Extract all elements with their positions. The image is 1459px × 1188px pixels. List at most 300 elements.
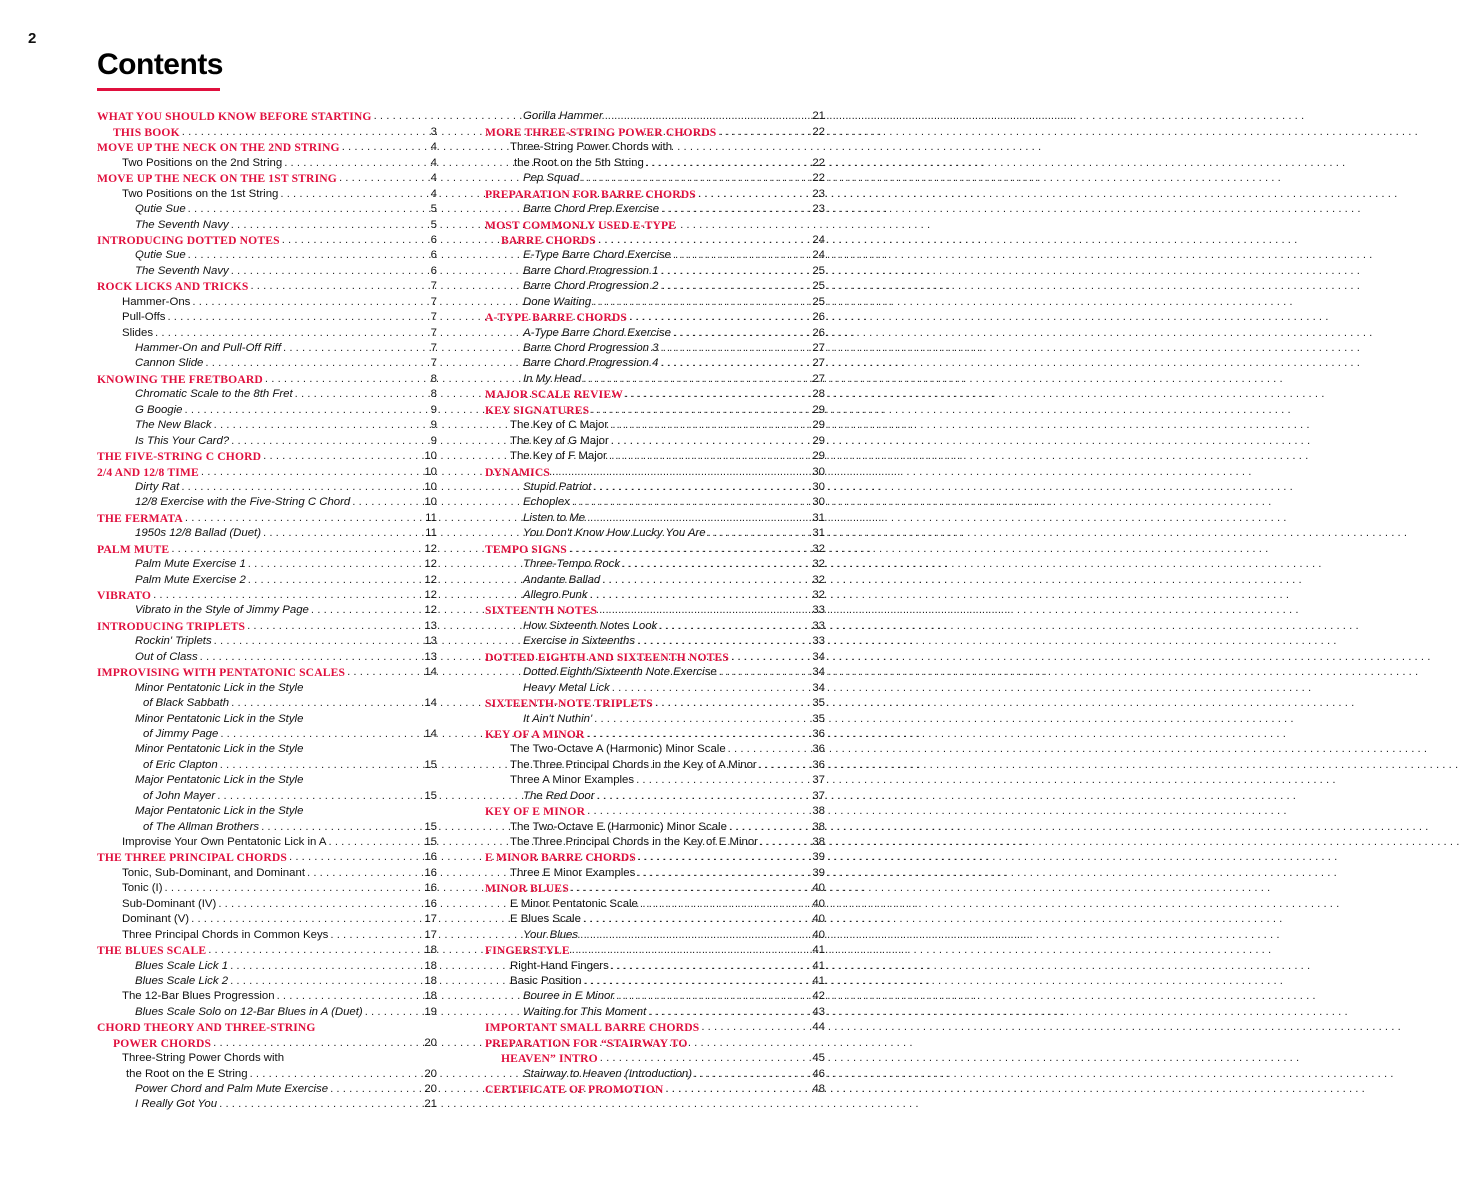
- toc-entry: [97, 896, 437, 911]
- dot-leader: [182, 125, 419, 140]
- toc-entry-title: the Root on the E String: [126, 1067, 248, 1080]
- toc-entry-page: 7: [430, 280, 437, 293]
- dot-leader: [665, 1082, 807, 1097]
- toc-entry-page: 16: [424, 897, 437, 910]
- toc-entry-page: 34: [812, 650, 825, 663]
- toc-entry: [485, 433, 825, 448]
- toc-entry-title: of The Allman Brothers: [143, 820, 260, 833]
- dot-leader: [329, 835, 419, 850]
- dot-leader: [219, 1097, 419, 1112]
- dot-leader: [698, 187, 807, 202]
- toc-entry-title: Minor Pentatonic Lick in the Style: [135, 712, 304, 725]
- toc-entry-title: Gorilla Hammer: [523, 110, 603, 123]
- toc-entry-page: 15: [424, 758, 437, 771]
- toc-entry-page: 8: [430, 372, 437, 385]
- toc-entry-title: SIXTEENTH NOTES: [485, 604, 598, 618]
- dot-leader: [284, 156, 419, 171]
- toc-entry-page: 4: [430, 187, 437, 200]
- toc-entry: [97, 541, 437, 556]
- toc-entry: [97, 1004, 437, 1019]
- page-title: Contents: [97, 48, 223, 81]
- dot-leader: [655, 696, 807, 711]
- toc-entry-title: BARRE CHORDS: [501, 233, 596, 247]
- toc-entry-title: How Sixteenth Notes Look: [523, 619, 658, 632]
- toc-entry-title: the Root on the 5th String: [514, 156, 644, 169]
- toc-entry: [97, 618, 437, 633]
- dot-leader: [572, 943, 807, 958]
- toc-entry-page: 33: [812, 604, 825, 617]
- toc-entry-title: POWER CHORDS: [113, 1036, 212, 1050]
- dot-leader: [637, 866, 807, 881]
- toc-entry-title: 2/4 AND 12/8 TIME: [97, 465, 199, 479]
- toc-entry: [485, 495, 825, 510]
- toc-entry-page: 10: [424, 450, 437, 463]
- toc-entry: [97, 1020, 437, 1035]
- dot-leader: [330, 1082, 419, 1097]
- toc-entry-page: 37: [812, 789, 825, 802]
- toc-entry-page: 40: [812, 913, 825, 926]
- toc-entry-title: Three-Tempo Rock: [523, 558, 621, 571]
- toc-entry: [97, 341, 437, 356]
- dot-leader: [729, 820, 807, 835]
- toc-entry-page: 15: [424, 836, 437, 848]
- dot-leader: [597, 789, 807, 804]
- toc-entry: [485, 449, 825, 464]
- toc-entry: [485, 912, 825, 927]
- toc-entry-page: 20: [424, 1083, 437, 1095]
- toc-entry-title: Echoplex: [523, 496, 570, 509]
- toc-entry-title: Palm Mute Exercise 2: [135, 573, 246, 586]
- dot-leader: [185, 403, 420, 418]
- toc-entry-page: 26: [812, 311, 825, 324]
- toc-entry-title: Blues Scale Lick 2: [135, 974, 229, 987]
- toc-entry-page: 36: [812, 743, 825, 756]
- toc-entry-page: 4: [430, 156, 437, 169]
- toc-entry: [485, 1066, 825, 1081]
- toc-entry: [485, 850, 825, 865]
- toc-entry-title: Dominant (V): [122, 913, 190, 926]
- toc-entry-title: The Key of C Major: [510, 419, 609, 432]
- toc-entry: [485, 742, 825, 757]
- toc-entry-title: Waiting for This Moment: [523, 1005, 647, 1018]
- toc-entry: [485, 387, 825, 402]
- toc-entry: [485, 634, 825, 649]
- dot-leader: [220, 758, 419, 773]
- toc-entry: [97, 943, 437, 958]
- toc-entry-title: Chromatic Scale to the 8th Fret: [135, 388, 293, 401]
- toc-entry: [97, 634, 437, 649]
- toc-entry-title: of John Mayer: [143, 789, 216, 802]
- toc-entry-page: 20: [424, 1067, 437, 1080]
- toc-entry-page: 26: [812, 326, 825, 339]
- toc-entry: [485, 788, 825, 803]
- toc-entry-title: Stairway to Heaven (Introduction): [523, 1067, 693, 1080]
- toc-entry-page: 20: [424, 1036, 437, 1049]
- toc-entry-title: Minor Pentatonic Lick in the Style: [135, 681, 304, 694]
- dot-leader: [708, 526, 807, 541]
- toc-entry-title: I Really Got You: [135, 1098, 218, 1111]
- toc-entry-page: 12: [424, 589, 437, 601]
- toc-entry-page: 19: [424, 1005, 437, 1018]
- toc-entry: [485, 155, 825, 170]
- toc-entry: [485, 526, 825, 541]
- dot-leader: [602, 573, 807, 588]
- toc-entry-title: Done Waiting: [523, 295, 592, 308]
- toc-entry-page: 5: [430, 218, 437, 231]
- toc-entry: [97, 155, 437, 170]
- toc-entry: [97, 464, 437, 479]
- dot-leader: [307, 866, 419, 881]
- dot-leader: [250, 279, 419, 294]
- dot-leader: [283, 341, 419, 356]
- toc-entry-page: 18: [424, 944, 437, 957]
- toc-entry-page: 32: [812, 542, 825, 555]
- toc-left-column: [97, 109, 437, 1112]
- dot-leader: [572, 495, 807, 510]
- toc-entry: [97, 248, 437, 263]
- dot-leader: [352, 495, 419, 510]
- toc-entry-title: Qutie Sue: [135, 249, 186, 262]
- toc-entry-page: 29: [812, 450, 825, 463]
- toc-entry-title: KEY SIGNATURES: [485, 403, 590, 417]
- toc-entry-title: Hammer-Ons: [122, 295, 191, 308]
- dot-leader: [205, 356, 419, 371]
- toc-entry: [485, 773, 825, 788]
- toc-entry: [485, 1020, 825, 1035]
- dot-leader: [625, 387, 807, 402]
- toc-entry: [97, 572, 437, 587]
- toc-entry-page: 18: [424, 959, 437, 972]
- dot-leader: [571, 881, 807, 896]
- toc-entry-page: 30: [812, 496, 825, 509]
- toc-entry-page: 22: [812, 125, 825, 138]
- dot-leader: [153, 588, 419, 603]
- toc-entry-page: 4: [430, 172, 437, 185]
- toc-entry-title: WHAT YOU SHOULD KNOW BEFORE STARTING: [97, 110, 372, 124]
- dot-leader: [218, 897, 419, 912]
- dot-leader: [248, 557, 419, 572]
- toc-entry-page: 13: [424, 650, 437, 663]
- toc-entry: [485, 1004, 825, 1019]
- toc-entry-title: E Minor Pentatonic Scale: [510, 897, 638, 910]
- toc-entry-title: INTRODUCING TRIPLETS: [97, 619, 246, 633]
- toc-entry: [485, 649, 825, 664]
- toc-entry-title: PREPARATION FOR “STAIRWAY TO: [485, 1036, 688, 1050]
- toc-entry-page: 4: [430, 141, 437, 154]
- dot-leader: [636, 773, 807, 788]
- toc-entry-title: Three-String Power Chords with: [122, 1052, 285, 1065]
- toc-entry: [97, 279, 437, 294]
- toc-entry-page: 14: [424, 727, 437, 740]
- toc-entry-title: Tonic (I): [122, 882, 163, 895]
- toc-entry-title: INTRODUCING DOTTED NOTES: [97, 233, 280, 247]
- dot-leader: [673, 326, 807, 341]
- dot-leader: [593, 480, 807, 495]
- toc-entry-page: 15: [424, 789, 437, 802]
- dot-leader: [616, 989, 807, 1004]
- dot-leader: [637, 634, 807, 649]
- toc-entry-title: MINOR BLUES: [485, 882, 569, 896]
- toc-entry-title: The Three Principal Chords in the Key of A Minor: [510, 758, 757, 771]
- toc-entry: [485, 727, 825, 742]
- toc-entry-page: 9: [430, 434, 437, 447]
- toc-entry: [485, 927, 825, 942]
- toc-entry-title: CERTIFICATE OF PROMOTION: [485, 1083, 664, 1096]
- toc-entry: [97, 371, 437, 386]
- toc-entry: [485, 325, 825, 340]
- dot-leader: [263, 526, 419, 541]
- toc-entry-title: The 12-Bar Blues Progression: [122, 990, 275, 1003]
- dot-leader: [593, 295, 807, 310]
- toc-entry-title: Out of Class: [135, 650, 198, 663]
- toc-entry-title: Tonic, Sub-Dominant, and Dominant: [122, 866, 305, 879]
- toc-entry-title: FINGERSTYLE: [485, 944, 570, 958]
- toc-entry-page: 34: [812, 681, 825, 694]
- toc-entry-title: 1950s 12/8 Ballad (Duet): [135, 527, 262, 540]
- toc-entry-title: Sub-Dominant (IV): [122, 897, 217, 910]
- toc-entry-page: 9: [430, 403, 437, 416]
- dot-leader: [661, 264, 808, 279]
- toc-entry-title: The Two-Octave E (Harmonic) Minor Scale: [510, 820, 727, 833]
- dot-leader: [220, 727, 419, 742]
- toc-entry: [485, 356, 825, 371]
- toc-entry-page: 12: [424, 558, 437, 571]
- toc-entry-title: THE FERMATA: [97, 511, 183, 525]
- toc-entry-page: 6: [430, 233, 437, 246]
- toc-entry-title: DOTTED EIGHTH AND SIXTEENTH NOTES: [485, 650, 729, 664]
- toc-entry-title: Listen to Me: [523, 511, 586, 524]
- toc-entry-page: 28: [812, 388, 825, 401]
- toc-entry: [485, 171, 825, 186]
- toc-entry-page: 38: [812, 836, 825, 848]
- toc-entry-page: 17: [424, 913, 437, 926]
- toc-entry-page: 37: [812, 774, 825, 787]
- dot-leader: [600, 1051, 807, 1066]
- toc-entry: [97, 665, 437, 680]
- dot-leader: [646, 156, 807, 171]
- toc-entry: [485, 186, 825, 201]
- toc-entry: [97, 989, 437, 1004]
- toc-entry-page: 27: [812, 372, 825, 385]
- toc-entry-title: VIBRATO: [97, 589, 152, 602]
- toc-entry: [485, 557, 825, 572]
- dot-leader: [731, 650, 807, 665]
- toc-entry: [485, 835, 825, 850]
- toc-entry-title: Power Chord and Palm Mute Exercise: [135, 1083, 329, 1095]
- toc-entry-title: In My Head: [523, 372, 582, 385]
- toc-entry: [97, 526, 437, 541]
- toc-entry-page: 7: [430, 342, 437, 354]
- dot-leader: [248, 573, 419, 588]
- toc-entry-page: 29: [812, 403, 825, 416]
- toc-entry-title: PREPARATION FOR BARRE CHORDS: [485, 187, 696, 201]
- toc-entry: [97, 109, 437, 124]
- toc-entry-title: E-Type Barre Chord Exercise: [523, 249, 671, 262]
- dot-leader: [718, 125, 807, 140]
- toc-entry: [97, 263, 437, 278]
- dot-leader: [188, 248, 419, 263]
- toc-entry: [485, 958, 825, 973]
- toc-entry-page: 25: [812, 280, 825, 293]
- dot-leader: [250, 1067, 419, 1082]
- toc-entry-title: Pull-Offs: [122, 311, 166, 324]
- toc-entry-title: G Boogie: [135, 403, 183, 416]
- toc-entry-page: 33: [812, 635, 825, 648]
- dot-leader: [610, 418, 807, 433]
- toc-entry-title: THE BLUES SCALE: [97, 944, 207, 958]
- page-number: 2: [28, 30, 37, 47]
- toc-entry: [485, 711, 825, 726]
- dot-leader: [231, 696, 419, 711]
- dot-leader: [330, 928, 419, 943]
- toc-entry-title: 12/8 Exercise with the Five-String C Chord: [135, 496, 351, 509]
- dot-leader: [605, 109, 807, 124]
- dot-leader: [280, 187, 419, 202]
- toc-entry-title: of Black Sabbath: [143, 697, 230, 710]
- toc-entry: [97, 1097, 437, 1112]
- toc-entry: [485, 124, 825, 139]
- toc-entry-page: 40: [812, 897, 825, 910]
- toc-entry: [485, 588, 825, 603]
- toc-entry: [485, 804, 825, 819]
- toc-entry: [485, 618, 825, 633]
- dot-leader: [611, 434, 807, 449]
- dot-leader: [594, 712, 807, 727]
- dot-leader: [728, 742, 807, 757]
- toc-entry: [97, 294, 437, 309]
- toc-entry: [97, 495, 437, 510]
- dot-leader: [247, 619, 419, 634]
- toc-entry-title: Two Positions on the 1st String: [122, 187, 279, 200]
- dot-leader: [230, 974, 419, 989]
- dot-leader: [694, 1067, 807, 1082]
- toc-entry-title: Right-Hand Fingers: [510, 959, 609, 972]
- toc-entry-page: 32: [812, 573, 825, 586]
- toc-entry-page: 3: [430, 125, 437, 138]
- toc-entry: [97, 835, 437, 850]
- toc-entry-title: Rockin' Triplets: [135, 635, 212, 648]
- toc-entry-page: 5: [430, 203, 437, 216]
- dot-leader: [661, 202, 807, 217]
- toc-entry-title: Barre Chord Progression 2: [523, 280, 659, 293]
- dot-leader: [587, 804, 807, 819]
- toc-entry-page: 21: [424, 1098, 437, 1111]
- dot-leader: [719, 665, 807, 680]
- toc-entry-title: The New Black: [135, 419, 212, 432]
- toc-entry-title: Barre Chord Prep Exercise: [523, 203, 660, 216]
- toc-entry-title: Major Pentatonic Lick in the Style: [135, 774, 304, 787]
- toc-entry-title: Heavy Metal Lick: [523, 681, 610, 694]
- toc-entry-title: Andante Ballad: [523, 573, 601, 586]
- dot-leader: [591, 403, 807, 418]
- title-underline: [97, 88, 220, 91]
- toc-entry-title: A-TYPE BARRE CHORDS: [485, 311, 627, 325]
- dot-leader: [192, 295, 419, 310]
- dot-leader: [673, 248, 807, 263]
- toc-entry-title: MOVE UP THE NECK ON THE 1ST STRING: [97, 172, 337, 186]
- toc-entry-title: MOST COMMONLY USED E-TYPE: [485, 218, 677, 232]
- toc-entry: [97, 480, 437, 495]
- toc-entry-page: 30: [812, 465, 825, 478]
- toc-entry: [485, 1035, 825, 1050]
- toc-entry-page: 7: [430, 295, 437, 308]
- toc-entry-page: 7: [430, 326, 437, 339]
- toc-entry-title: The Key of G Major: [510, 434, 609, 447]
- toc-entry-title: Allegro Punk: [523, 589, 588, 601]
- toc-entry-page: 13: [424, 635, 437, 648]
- dot-leader: [661, 356, 808, 371]
- toc-entry: [485, 341, 825, 356]
- toc-entry-page: 27: [812, 342, 825, 354]
- toc-entry: [97, 449, 437, 464]
- toc-entry-title: A-Type Barre Chord Exercise: [523, 326, 671, 339]
- toc-entry-page: 40: [812, 882, 825, 895]
- toc-entry-page: 32: [812, 589, 825, 601]
- toc-entry-title: Basic Position: [510, 974, 582, 987]
- toc-entry-page: 18: [424, 974, 437, 987]
- toc-entry-page: 45: [812, 1052, 825, 1065]
- toc-entry-title: TEMPO SIGNS: [485, 542, 567, 556]
- toc-entry: [97, 433, 437, 448]
- toc-entry-page: 12: [424, 542, 437, 555]
- toc-entry-title: Improvise Your Own Pentatonic Lick in A: [122, 836, 327, 848]
- toc-entry: [97, 510, 437, 525]
- toc-entry-page: 36: [812, 758, 825, 771]
- toc-entry: [485, 881, 825, 896]
- toc-entry-title: The Key of F Major: [510, 450, 607, 463]
- toc-entry-page: 39: [812, 866, 825, 879]
- toc-entry-page: 29: [812, 434, 825, 447]
- dot-leader: [261, 820, 419, 835]
- dot-leader: [365, 1005, 419, 1020]
- toc-entry-page: 31: [812, 527, 825, 540]
- toc-entry: [97, 974, 437, 989]
- dot-leader: [171, 542, 419, 557]
- toc-entry: [485, 294, 825, 309]
- dot-leader: [191, 912, 419, 927]
- toc-entry: [97, 1066, 437, 1081]
- dot-leader: [629, 310, 807, 325]
- toc-entry-title: The Seventh Navy: [135, 218, 229, 231]
- dot-leader: [701, 1020, 807, 1035]
- toc-entry-page: 16: [424, 866, 437, 879]
- toc-entry: [485, 1051, 825, 1066]
- toc-entry-page: 10: [424, 480, 437, 493]
- toc-entry: [97, 186, 437, 201]
- toc-entry-page: 33: [812, 619, 825, 632]
- toc-entry: [485, 263, 825, 278]
- dot-leader: [583, 372, 807, 387]
- dot-leader: [374, 109, 419, 124]
- dot-leader: [208, 943, 419, 958]
- toc-entry-page: 36: [812, 727, 825, 740]
- toc-entry-title: It Ain't Nuthin': [523, 712, 593, 725]
- toc-entry: [97, 1082, 437, 1097]
- toc-entry: [485, 572, 825, 587]
- toc-entry-title: MAJOR SCALE REVIEW: [485, 388, 623, 402]
- toc-entry-title: The Two-Octave A (Harmonic) Minor Scale: [510, 743, 726, 756]
- dot-leader: [347, 665, 419, 680]
- dot-leader: [569, 542, 807, 557]
- toc-entry: [485, 665, 825, 680]
- toc-entry: [97, 788, 437, 803]
- toc-entry: [97, 171, 437, 186]
- toc-entry-page: 6: [430, 264, 437, 277]
- toc-entry-title: The Seventh Navy: [135, 264, 229, 277]
- toc-entry-title: Pep Squad: [523, 172, 580, 185]
- toc-entry-page: 42: [812, 990, 825, 1003]
- toc-entry: [485, 680, 825, 695]
